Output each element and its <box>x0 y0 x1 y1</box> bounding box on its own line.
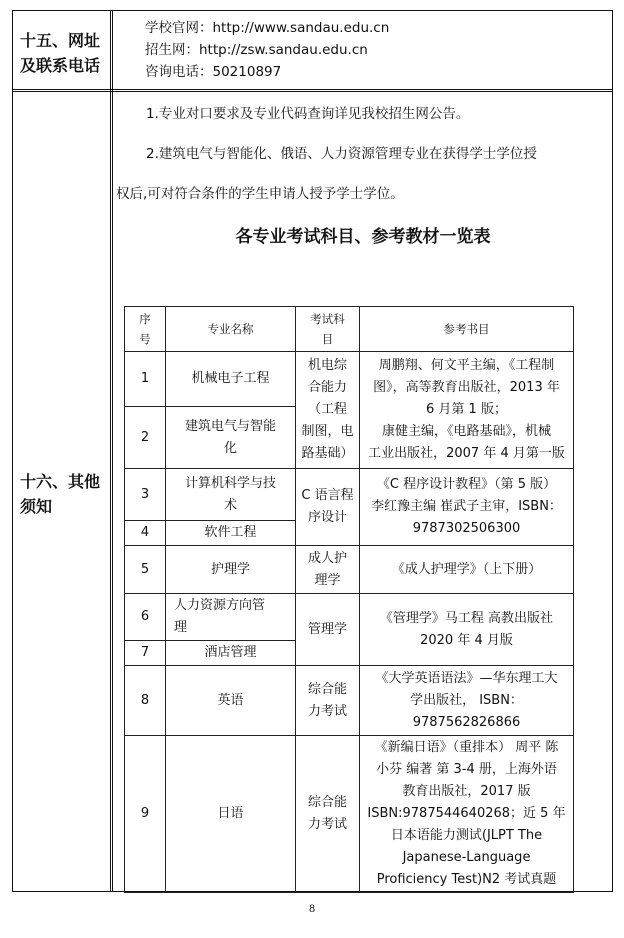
header-major: 专业名称 <box>166 307 296 352</box>
row-major: 酒店管理 <box>166 641 296 666</box>
note-1: 1.专业对口要求及专业代码查询详见我校招生网公告。 <box>146 106 470 122</box>
note-2-line2: 权后,可对符合条件的学生申请人授予学士学位。 <box>116 186 404 202</box>
contact-info <box>145 17 389 83</box>
row-books: 《C 程序设计教程》（第 5 版） 李红豫主编 崔武子主审，ISBN： 9787302506300 <box>360 469 574 546</box>
row-no: 1 <box>125 352 166 407</box>
row-books: 《成人护理学》（上下册） <box>360 546 574 594</box>
row-no: 9 <box>125 736 166 893</box>
row-books: 《管理学》马工程 高教出版社 2020 年 4 月版 <box>360 594 574 666</box>
row-subject: 综合能 力考试 <box>296 736 360 893</box>
row-subject: C 语言程 序设计 <box>296 469 360 546</box>
row-no: 4 <box>125 521 166 546</box>
reference-table <box>124 306 574 893</box>
row-major: 机械电子工程 <box>166 352 296 407</box>
header-books: 参考书目 <box>360 307 574 352</box>
row-no: 6 <box>125 594 166 641</box>
page-number: 8 <box>308 904 316 915</box>
section16-label <box>20 469 100 519</box>
row-no: 7 <box>125 641 166 666</box>
note-2-line1: 2.建筑电气与智能化、俄语、人力资源管理专业在获得学士学位授 <box>146 146 537 162</box>
row-major: 建筑电气与智能 化 <box>166 407 296 469</box>
contact-phone: 咨询电话：50210897 <box>145 64 282 80</box>
label-column-divider <box>110 10 113 892</box>
table-row <box>125 666 574 736</box>
table-row <box>125 469 574 521</box>
row-subject: 综合能 力考试 <box>296 666 360 736</box>
row-no: 2 <box>125 407 166 469</box>
table-row <box>125 352 574 407</box>
table-row <box>125 736 574 893</box>
table-title: 各专业考试科目、参考教材一览表 <box>235 227 491 247</box>
section16-label-line1: 十六、其他 <box>20 472 101 491</box>
section-divider <box>12 89 613 92</box>
row-books: 《大学英语语法》—华东理工大 学出版社， ISBN： 9787562826866 <box>360 666 574 736</box>
section15-label-line1: 十五、网址 <box>20 31 101 50</box>
header-subject: 考试科 目 <box>296 307 360 352</box>
row-no: 3 <box>125 469 166 521</box>
row-books: 《新编日语》（重排本） 周平 陈 小芬 编著 第 3-4 册，上海外语 教育出版社，2017 版 ISBN:9787544640268；近 5 年 日本语能力测试(JLPT The Japanese-Language Proficiency Test)N2 考试真题 <box>360 736 574 893</box>
row-no: 5 <box>125 546 166 594</box>
row-books: 周鹏翔、何文平主编，《工程制 图》，高等教育出版社，2013 年 6 月第 1 版； 康健主编，《电路基础》，机械 工业出版社，2007 年 4 月第一版 <box>360 352 574 469</box>
table-row <box>125 594 574 641</box>
admissions-website: 招生网：http://zsw.sandau.edu.cn <box>145 42 368 58</box>
row-subject: 管理学 <box>296 594 360 666</box>
row-subject: 成人护 理学 <box>296 546 360 594</box>
row-major: 英语 <box>166 666 296 736</box>
section15-label <box>20 28 100 78</box>
row-major: 人力资源方向管 理 <box>166 594 296 641</box>
school-website: 学校官网：http://www.sandau.edu.cn <box>145 20 390 36</box>
row-no: 8 <box>125 666 166 736</box>
section15-label-line2: 及联系电话 <box>20 56 101 75</box>
table-row <box>125 546 574 594</box>
header-no: 序 号 <box>125 307 166 352</box>
row-subject: 机电综 合能力 （工程 制图，电 路基础） <box>296 352 360 469</box>
row-major: 计算机科学与技 术 <box>166 469 296 521</box>
section16-label-line2: 须知 <box>20 497 53 516</box>
row-major: 护理学 <box>166 546 296 594</box>
row-major: 日语 <box>166 736 296 893</box>
table-header-row <box>125 307 574 352</box>
row-major: 软件工程 <box>166 521 296 546</box>
